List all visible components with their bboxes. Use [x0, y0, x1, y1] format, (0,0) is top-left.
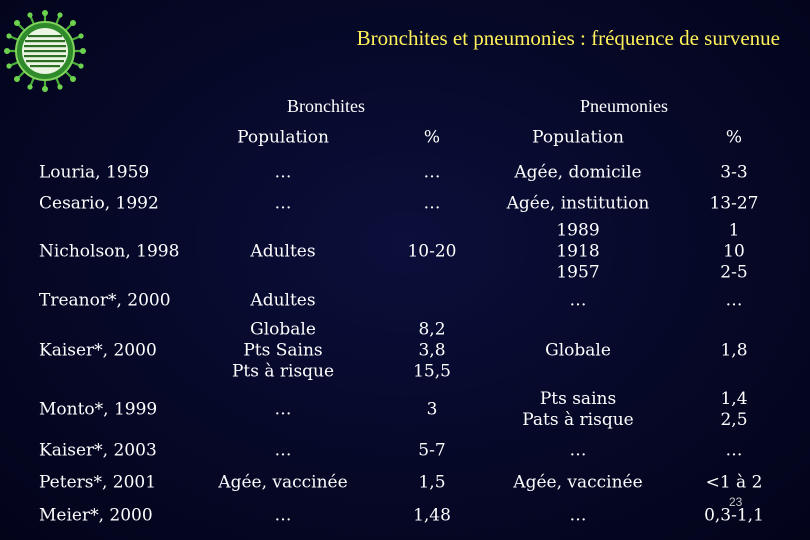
cell-line: …	[274, 162, 292, 183]
cell-line: Agée, vaccinée	[218, 472, 348, 493]
cell-line: 5-7	[418, 440, 446, 461]
cell-line: 3	[426, 399, 438, 420]
bronchites-population-cell	[275, 163, 292, 184]
cell-line: …	[274, 193, 292, 214]
pneumonies-population-cell	[507, 194, 650, 215]
pneumonies-percent-cell	[720, 163, 747, 184]
pneumonies-population-cell	[513, 473, 642, 494]
bronchites-population-cell	[250, 242, 315, 263]
bronchites-population-cell	[275, 194, 292, 215]
cell-line: 13-27	[709, 193, 759, 214]
cell-line: …	[725, 440, 743, 461]
study-label: Kaiser*, 2003	[39, 440, 157, 461]
cell-line: Globale	[545, 340, 611, 361]
pneumonies-percent-cell	[709, 194, 758, 215]
study-label: Nicholson, 1998	[39, 241, 180, 262]
cell-line: Agée, domicile	[514, 162, 642, 183]
cell-line: 15,5	[413, 361, 451, 382]
cell-line: …	[569, 505, 587, 526]
slide-title: Bronchites et pneumonies : fréquence de survenue	[356, 26, 780, 50]
cell-line: …	[274, 505, 292, 526]
column-header: Population	[237, 127, 329, 148]
bronchites-population-cell	[232, 320, 334, 383]
cell-line: Agée, vaccinée	[513, 472, 643, 493]
cell-line: 2-5	[720, 262, 748, 283]
cell-line: Globale	[250, 319, 316, 340]
pneumonies-percent-cell	[720, 221, 747, 284]
group-header-pneumonies: Pneumonies	[580, 96, 668, 116]
bronchites-percent-cell	[427, 400, 438, 421]
cell-line: …	[423, 162, 441, 183]
cell-line: Pts sains	[539, 389, 617, 409]
bronchites-population-cell	[250, 291, 315, 312]
bronchites-population-cell	[275, 441, 292, 462]
pneumonies-percent-cell	[706, 473, 763, 494]
cell-line: …	[569, 290, 587, 311]
virus-logo-icon	[4, 10, 86, 92]
bronchites-population-cell	[275, 400, 292, 421]
cell-line: 1,5	[418, 472, 446, 493]
cell-line: 0,3-1,1	[704, 505, 764, 526]
study-label: Meier*, 2000	[39, 505, 153, 526]
cell-line: 8,2	[418, 319, 446, 340]
cell-line: Adultes	[250, 241, 316, 262]
cell-line: Pts à risque	[231, 361, 335, 382]
study-label: Louria, 1959	[39, 162, 150, 183]
bronchites-percent-cell	[407, 242, 456, 263]
study-label: Monto*, 1999	[39, 399, 158, 420]
cell-line: …	[274, 440, 292, 461]
column-header: %	[423, 127, 441, 148]
bronchites-percent-cell	[413, 320, 451, 383]
pneumonies-population-cell	[556, 221, 599, 284]
cell-line: 10-20	[407, 241, 457, 262]
pneumonies-population-cell	[514, 163, 641, 184]
cell-line: …	[274, 399, 292, 420]
cell-line: 1	[728, 220, 740, 241]
cell-line: Pts Sains	[243, 340, 323, 361]
cell-line: …	[569, 440, 587, 461]
cell-line: 1918	[556, 241, 600, 262]
pneumonies-percent-cell	[720, 389, 747, 431]
bronchites-percent-cell	[424, 194, 441, 215]
cell-line: …	[423, 193, 441, 214]
cell-line: …	[725, 290, 743, 311]
column-header: %	[725, 127, 743, 148]
cell-line: 1,8	[720, 340, 748, 361]
cell-line: Agée, institution	[506, 193, 650, 214]
cell-line: 1,4	[720, 389, 748, 409]
page-number: 23	[729, 495, 743, 509]
pneumonies-percent-cell	[726, 441, 743, 462]
cell-line: 10	[723, 241, 745, 262]
study-label: Peters*, 2001	[39, 472, 157, 493]
bronchites-percent-cell	[424, 163, 441, 184]
bronchites-percent-cell	[418, 473, 445, 494]
bronchites-population-cell	[218, 473, 347, 494]
study-label: Treanor*, 2000	[39, 290, 171, 311]
pneumonies-percent-cell	[726, 291, 743, 312]
cell-line: 3-3	[720, 162, 748, 183]
study-label: Kaiser*, 2000	[39, 340, 157, 361]
pneumonies-population-cell	[522, 389, 634, 431]
pneumonies-population-cell	[570, 506, 587, 527]
pneumonies-percent-cell	[720, 341, 747, 362]
pneumonies-population-cell	[545, 341, 611, 362]
group-header-bronchites: Bronchites	[287, 96, 365, 116]
column-header: Population	[532, 127, 624, 148]
bronchites-population-cell	[275, 506, 292, 527]
pneumonies-population-cell	[570, 291, 587, 312]
cell-line: 1957	[556, 262, 600, 283]
bronchites-percent-cell	[413, 506, 451, 527]
pneumonies-population-cell	[570, 441, 587, 462]
cell-line: Adultes	[250, 290, 316, 311]
study-label: Cesario, 1992	[39, 193, 159, 214]
cell-line: 2,5	[720, 410, 748, 430]
cell-line: 1,48	[413, 505, 451, 526]
cell-line: Pats à risque	[522, 410, 634, 430]
bronchites-percent-cell	[418, 441, 445, 462]
cell-line: 3,8	[418, 340, 446, 361]
cell-line: <1 à 2	[705, 472, 763, 493]
cell-line: 1989	[556, 220, 600, 241]
